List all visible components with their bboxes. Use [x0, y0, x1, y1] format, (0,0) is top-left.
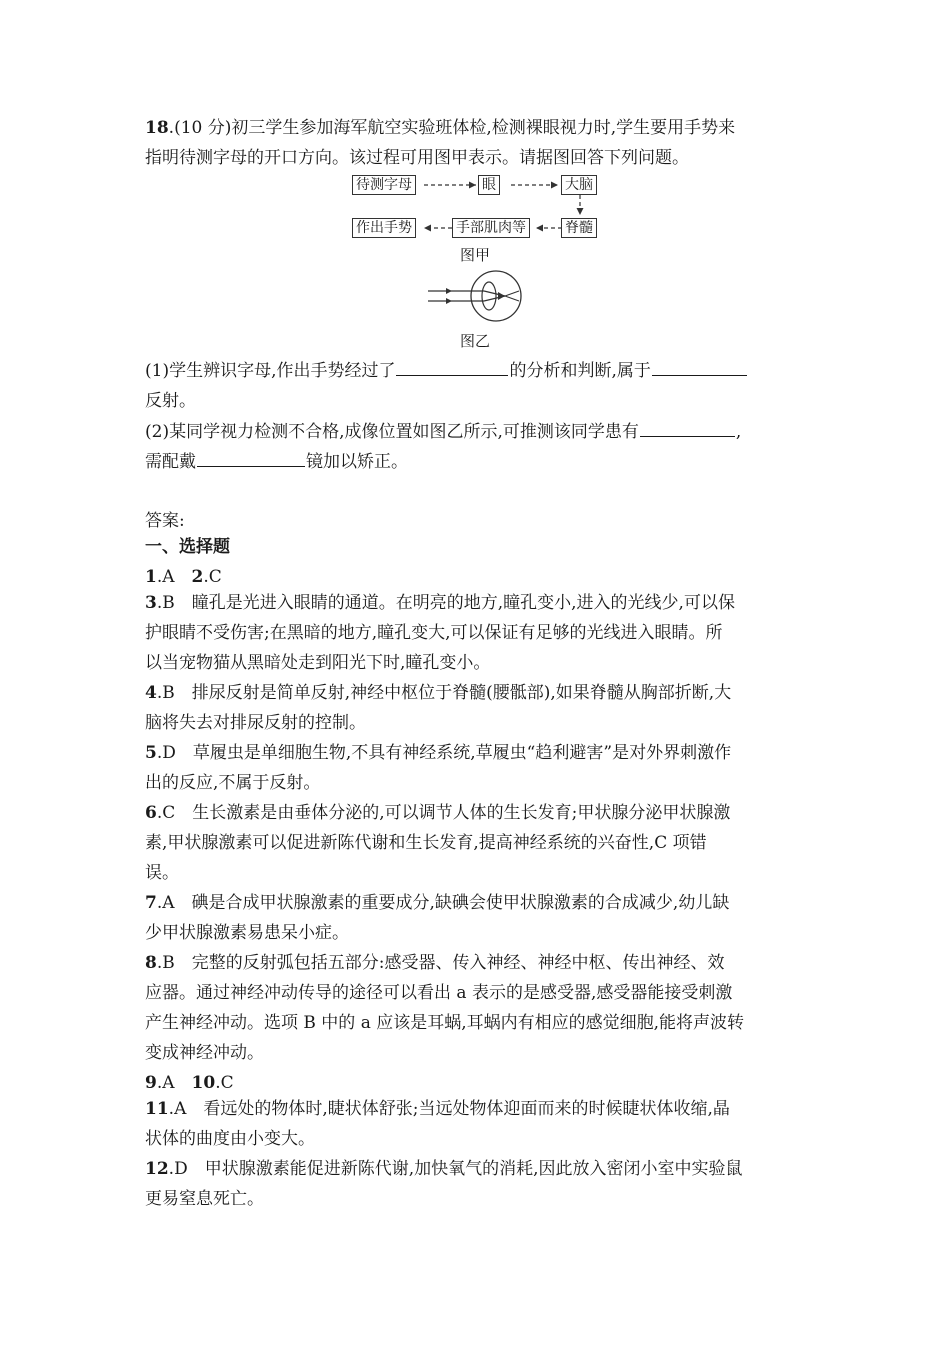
answer-text: .A	[156, 1073, 192, 1093]
answer-line	[145, 922, 349, 944]
answer-text: 状体的曲度由小变大。	[145, 1129, 315, 1149]
answer-number: 8	[145, 953, 157, 973]
answer-line	[145, 682, 731, 704]
box-hand-muscles: 手部肌肉等	[452, 218, 530, 238]
answer-text: .C	[215, 1073, 234, 1093]
answer-text: .B 瞳孔是光进入眼睛的通道。在明亮的地方,瞳孔变小,进入的光线少,可以保	[156, 593, 735, 613]
answer-text: .C	[203, 567, 222, 587]
eye-diagram	[0, 0, 952, 340]
answer-blank-4[interactable]	[197, 450, 305, 467]
answer-line	[145, 1072, 234, 1094]
box-make-gesture: 作出手势	[352, 218, 416, 238]
answer-text: 护眼睛不受伤害;在黑暗的地方,瞳孔变大,可以保证有足够的光线进入眼睛。所	[145, 623, 723, 643]
sub-question-2: (2)某同学视力检测不合格,成像位置如图乙所示,可推测该同学患有 ,	[145, 422, 742, 442]
answers-heading: 答案:	[145, 511, 185, 531]
answer-text: .A 看远处的物体时,睫状体舒张;当远处物体迎面而来的时候睫状体收缩,晶	[168, 1099, 730, 1119]
answer-text: 产生神经冲动。选项 B 中的 a 应该是耳蜗,耳蜗内有相应的感觉细胞,能将声波转	[145, 1013, 745, 1033]
answer-number: 12	[145, 1159, 169, 1179]
answer-text: 少甲状腺激素易患呆小症。	[145, 923, 349, 943]
answer-number: 6	[145, 803, 157, 823]
answer-text: .D 草履虫是单细胞生物,不具有神经系统,草履虫“趋利避害”是对外界刺激作	[156, 743, 732, 763]
answer-text: .A	[156, 567, 192, 587]
sub-question-2-cont: 需配戴 镜加以矫正。	[145, 452, 408, 472]
answer-text: 误。	[145, 863, 179, 883]
answer-line	[145, 982, 732, 1004]
answer-number: 9	[145, 1073, 157, 1093]
answer-number: 7	[145, 893, 157, 913]
answer-line	[145, 592, 735, 614]
answer-text: 变成神经冲动。	[145, 1043, 264, 1063]
answers-section: 一、选择题	[145, 537, 230, 557]
answer-line	[145, 1098, 730, 1120]
answer-line	[145, 566, 222, 588]
answer-line	[145, 652, 490, 674]
answer-line	[145, 892, 729, 914]
answer-line	[145, 1128, 315, 1150]
answer-text: 以当宠物猫从黑暗处走到阳光下时,瞳孔变小。	[145, 653, 491, 673]
answer-number: 1	[145, 567, 157, 587]
answer-text: .B 完整的反射弧包括五部分:感受器、传入神经、神经中枢、传出神经、效	[156, 953, 725, 973]
answer-text: 更易窒息死亡。	[145, 1189, 264, 1209]
answer-number: 5	[145, 743, 157, 763]
answer-number: 3	[145, 593, 157, 613]
question-line-2: 指明待测字母的开口方向。该过程可用图甲表示。请据图回答下列问题。	[145, 148, 689, 168]
answer-number: 11	[145, 1099, 169, 1119]
answer-line	[145, 622, 723, 644]
answer-line	[145, 1158, 743, 1180]
answer-text: 出的反应,不属于反射。	[145, 773, 321, 793]
answer-line	[145, 1188, 264, 1210]
question-line-1: 18.(10 分)初三学生参加海军航空实验班体检,检测裸眼视力时,学生要用手势来	[145, 118, 736, 138]
answer-line	[145, 952, 724, 974]
answer-number: 10	[191, 1073, 216, 1093]
box-brain: 大脑	[561, 175, 597, 195]
answer-text: .B 排尿反射是简单反射,神经中枢位于脊髓(腰骶部),如果脊髓从胸部折断,大	[156, 683, 732, 703]
answer-number: 4	[145, 683, 157, 703]
answer-line	[145, 772, 320, 794]
answer-line	[145, 862, 179, 884]
question-number: 18	[145, 118, 169, 138]
answer-line	[145, 1042, 264, 1064]
answer-text: 应器。通过神经冲动传导的途径可以看出 a 表示的是感受器,感受器能接受刺激	[145, 983, 733, 1003]
sub-question-1-cont: 反射。	[145, 391, 196, 411]
box-test-letter: 待测字母	[352, 175, 416, 195]
answer-text: .D 甲状腺激素能促进新陈代谢,加快氧气的消耗,因此放入密闭小室中实验鼠	[168, 1159, 743, 1179]
answer-line	[145, 1012, 744, 1034]
answer-number: 2	[191, 567, 204, 587]
answer-line	[145, 802, 730, 824]
sub-question-1: (1)学生辨识字母,作出手势经过了 的分析和判断,属于	[145, 359, 748, 382]
answer-blank-2[interactable]	[652, 359, 747, 376]
answer-blank-3[interactable]	[640, 420, 735, 437]
answer-text: 素,甲状腺激素可以促进新陈代谢和生长发育,提高神经系统的兴奋性,C 项错	[145, 833, 707, 853]
answer-text: .C 生长激素是由垂体分泌的,可以调节人体的生长发育;甲状腺分泌甲状腺激	[156, 803, 731, 823]
answer-line	[145, 742, 731, 764]
box-eye: 眼	[478, 175, 500, 195]
box-spinal-cord: 脊髓	[561, 218, 597, 238]
answer-line	[145, 832, 707, 854]
caption-yi: 图乙	[460, 332, 491, 350]
answer-line	[145, 712, 366, 734]
answer-text: 脑将失去对排尿反射的控制。	[145, 713, 366, 733]
answer-blank-1[interactable]	[396, 359, 508, 376]
caption-jia: 图甲	[460, 246, 491, 264]
answer-text: .A 碘是合成甲状腺激素的重要成分,缺碘会使甲状腺激素的合成减少,幼儿缺	[156, 893, 730, 913]
